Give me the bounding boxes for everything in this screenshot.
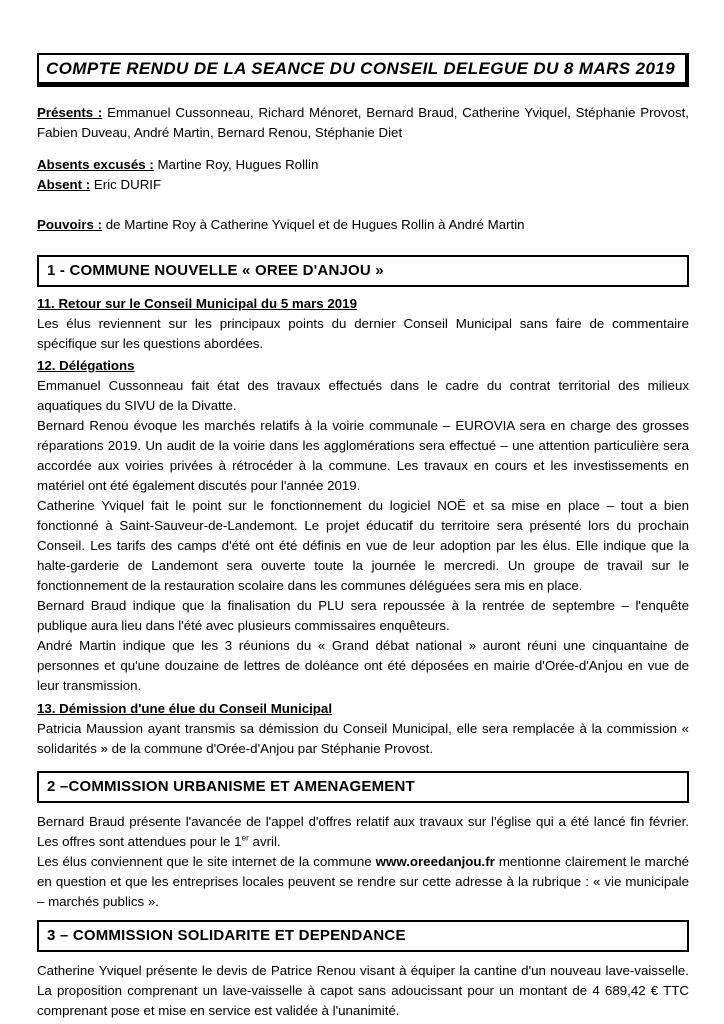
absent-label: Absent : bbox=[37, 177, 91, 192]
section-3-heading: 3 – COMMISSION SOLIDARITE ET DEPENDANCE bbox=[47, 927, 406, 944]
section-1-heading: 1 - COMMUNE NOUVELLE « OREE D'ANJOU » bbox=[47, 262, 384, 279]
item-13-paragraph: Patricia Maussion ayant transmis sa démission du Conseil Municipal, elle sera remplacée à la commission « solidarités » de la commune d'Orée-d'Anjou par Stéphanie Provost. bbox=[37, 721, 689, 756]
pouvoirs-label: Pouvoirs : bbox=[37, 217, 103, 232]
presents-line bbox=[37, 103, 689, 143]
item-13-heading: 13. Démission d'une élue du Conseil Municipal bbox=[37, 701, 333, 716]
absent-name: Eric DURIF bbox=[90, 177, 162, 192]
website-url: www.oreedanjou.fr bbox=[375, 854, 495, 869]
section-2-heading-box bbox=[37, 771, 689, 803]
report-title-box bbox=[37, 53, 689, 87]
section-2-paragraph-2-end: mentionne clairement le marché en question et que les entreprises locales peuvent se rendre sur cette adresse à la rubrique : « vie municipale – marchés publics ». bbox=[37, 854, 689, 909]
item-11-paragraph: Les élus reviennent sur les principaux points du dernier Conseil Municipal sans faire de commentaire spécifique sur les questions abordées. bbox=[37, 316, 689, 351]
absent-line bbox=[37, 175, 689, 195]
section-2-paragraph-1-text: Bernard Braud présente l'avancée de l'appel d'offres relatif aux travaux sur l'église qui a été lancé fin février. Les offres sont attendues pour le 1 bbox=[37, 814, 689, 849]
delegation-paragraph: Bernard Renou évoque les marchés relatifs à la voirie communale – EUROVIA sera en charge des grosses réparations 2019. Un audit de la voirie dans les agglomérations sera effectué – une attention particulière sera accordée aux voiries privées à rétrocéder à la commune. Les travaux en cours et les investissements en matériel ont été également discutés pour l'année 2019. bbox=[37, 418, 689, 493]
presents-label: Présents : bbox=[37, 105, 103, 120]
absents-block bbox=[37, 155, 689, 195]
section-2-paragraph-1 bbox=[37, 812, 689, 852]
report-title: COMPTE RENDU DE LA SEANCE DU CONSEIL DELEGUE DU 8 MARS 2019 bbox=[46, 59, 676, 78]
section-1-heading-box bbox=[37, 255, 689, 287]
ordinal-superscript: er bbox=[241, 833, 249, 843]
pouvoirs-text: de Martine Roy à Catherine Yviquel et de Hugues Rollin à André Martin bbox=[102, 217, 525, 232]
section-2-paragraph-1-end: avril. bbox=[248, 834, 281, 849]
absents-excuses-names: Martine Roy, Hugues Rollin bbox=[153, 157, 319, 172]
absents-excuses-line bbox=[37, 155, 689, 175]
section-3-heading-box bbox=[37, 920, 689, 952]
section-2-heading: 2 –COMMISSION URBANISME ET AMENAGEMENT bbox=[47, 778, 415, 795]
delegation-paragraph: Bernard Braud indique que la finalisation du PLU sera repoussée à la rentrée de septembre – l'enquête publique aura lieu dans l'été avec plusieurs commissaires enquêteurs. bbox=[37, 598, 689, 633]
section-3-paragraph: Catherine Yviquel présente le devis de Patrice Renou visant à équiper la cantine d'un nouveau lave-vaisselle. La proposition comprenant un lave-vaisselle à capot sans adoucissant pour un montant de 4 689,42 € TTC comprenant pose et mise en service est validée à l'unanimité. bbox=[37, 963, 689, 1018]
presents-names: Emmanuel Cussonneau, Richard Ménoret, Bernard Braud, Catherine Yviquel, Stéphanie Provost, Fabien Duveau, André Martin, Bernard Renou, Stéphanie Diet bbox=[37, 105, 690, 140]
section-2-paragraph-2-text: Les élus conviennent que le site internet de la commune bbox=[37, 854, 376, 869]
delegation-paragraph: André Martin indique que les 3 réunions du « Grand débat national » auront réuni une cinquantaine de personnes et qu'une douzaine de lettres de doléance ont été déposées en mairie d'Orée-d'Anjou en vue de leur transmission. bbox=[37, 638, 689, 693]
delegation-paragraph: Emmanuel Cussonneau fait état des travaux effectués dans le cadre du contrat territorial des milieux aquatiques du SIVU de la Divatte. bbox=[37, 378, 689, 413]
item-12-heading: 12. Délégations bbox=[37, 358, 135, 373]
pouvoirs-line bbox=[37, 215, 689, 235]
absents-excuses-label: Absents excusés : bbox=[37, 157, 154, 172]
delegation-paragraph: Catherine Yviquel fait le point sur le fonctionnement du logiciel NOË et sa mise en place – tout a bien fonctionné à Saint-Sauveur-de-Landemont. Le projet éducatif du territoire sera présenté lors du prochain Conseil. Les tarifs des camps d'été ont été définis en vue de leur adoption par les élus. Elle indique que la halte-garderie de Landemont sera ouverte toute la journée le mercredi. Un groupe de travail sur le fonctionnement de la restauration scolaire dans les communes déléguées sera mis en place. bbox=[37, 498, 689, 593]
item-11-heading: 11. Retour sur le Conseil Municipal du 5 mars 2019 bbox=[37, 296, 357, 311]
section-2-paragraph-2 bbox=[37, 852, 689, 912]
